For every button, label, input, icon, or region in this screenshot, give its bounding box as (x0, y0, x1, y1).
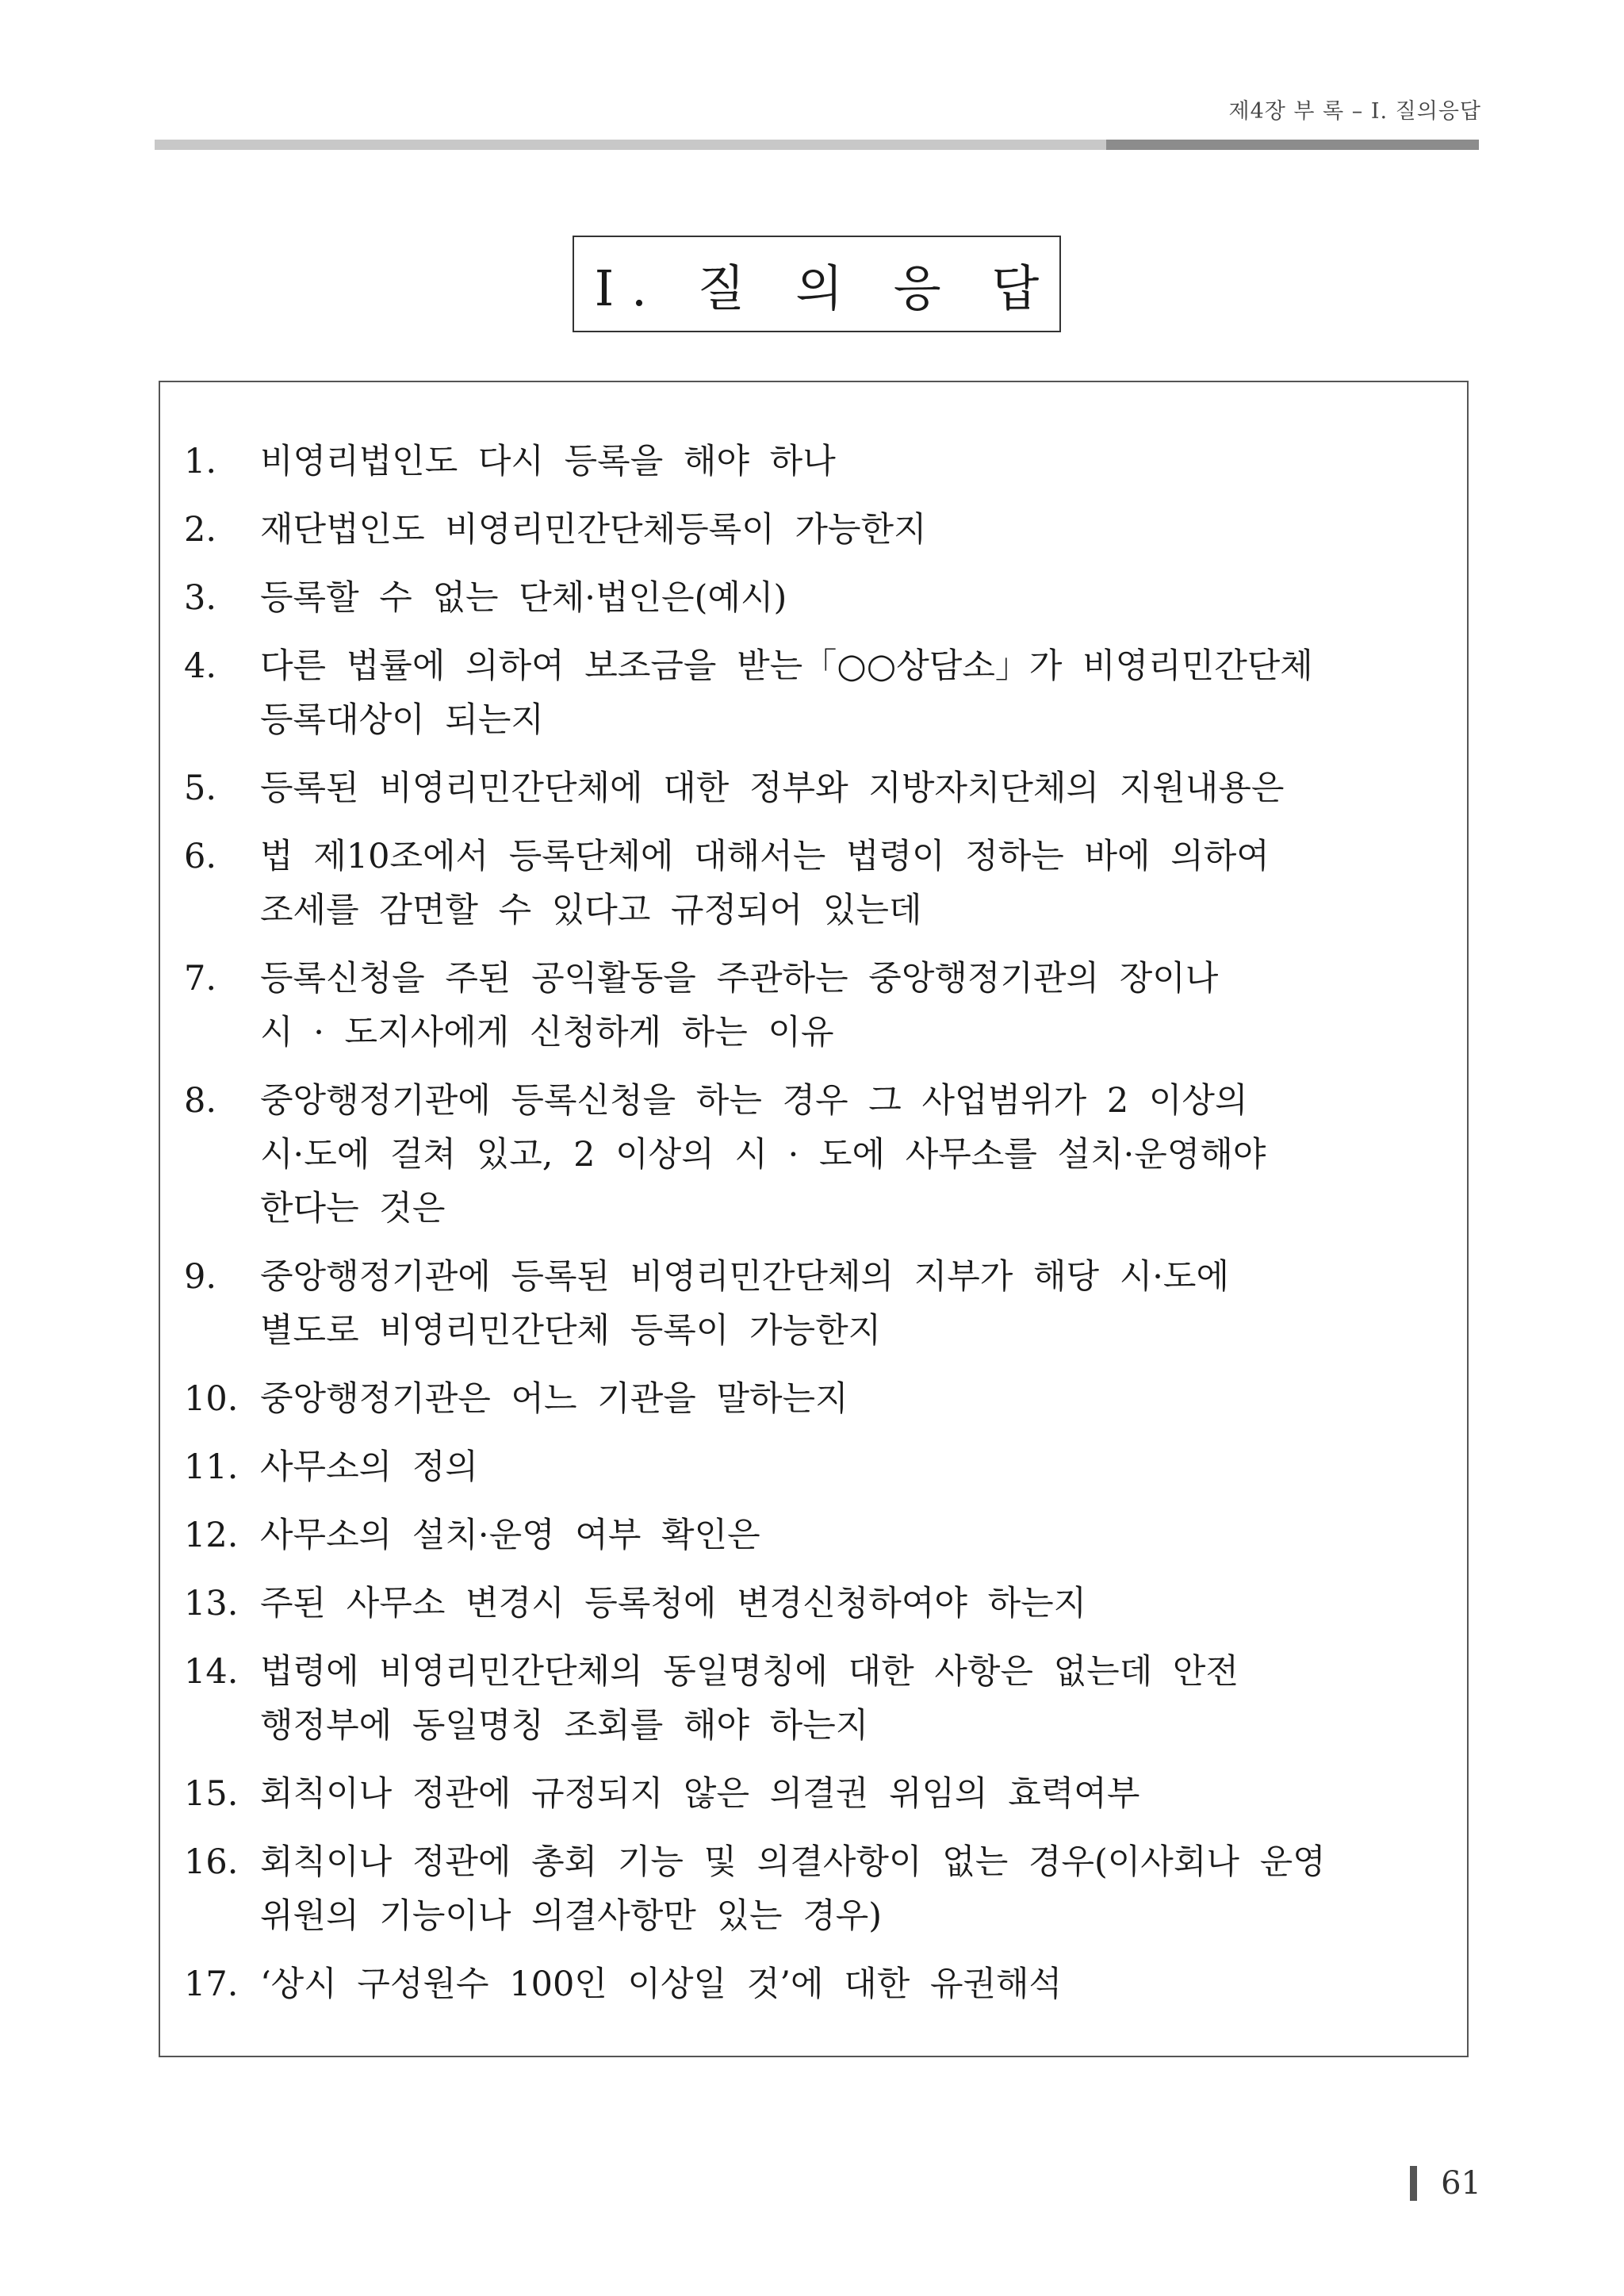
item-text: 등록신청을 주된 공익활동을 주관하는 중앙행정기관의 장이나 (260, 959, 1219, 999)
list-item (184, 761, 1437, 815)
item-text: 시 · 도지사에게 신청하게 하는 이유 (260, 1013, 834, 1052)
item-text: 행정부에 동일명칭 조회를 해야 하는지 (260, 1706, 869, 1746)
item-text: 조세를 감면할 수 있다고 규정되어 있는데 (260, 891, 922, 930)
item-number: 4. (184, 646, 217, 686)
item-text: 중앙행정기관에 등록신청을 하는 경우 그 사업범위가 2 이상의 (260, 1081, 1248, 1121)
item-text: 중앙행정기관은 어느 기관을 말하는지 (260, 1379, 848, 1419)
page-number: 61 (1441, 2165, 1481, 2202)
list-item (184, 435, 1437, 489)
item-text: 재단법인도 비영리민간단체등록이 가능한지 (260, 510, 927, 550)
list-item (184, 1250, 1437, 1358)
item-text: 다른 법률에 의하여 보조금을 받는「○○상담소」가 비영리민간단체 (260, 646, 1313, 686)
list-item (184, 952, 1437, 1060)
item-number: 10. (184, 1379, 239, 1419)
item-text: 위원의 기능이나 의결사항만 있는 경우) (260, 1896, 883, 1936)
list-item (184, 1074, 1437, 1236)
item-number: 8. (184, 1081, 217, 1121)
item-text: 중앙행정기관에 등록된 비영리민간단체의 지부가 해당 시·도에 (260, 1257, 1229, 1297)
item-text: 등록된 비영리민간단체에 대한 정부와 지방자치단체의 지원내용은 (260, 769, 1285, 808)
list-item (184, 830, 1437, 937)
item-text: 법령에 비영리민간단체의 동일명칭에 대한 사항은 없는데 안전 (260, 1652, 1239, 1692)
item-number: 5. (184, 769, 217, 808)
item-number: 2. (184, 510, 217, 550)
item-text: 사무소의 설치·운영 여부 확인은 (260, 1516, 760, 1555)
list-item (184, 1440, 1437, 1494)
item-text: 회칙이나 정관에 총회 기능 및 의결사항이 없는 경우(이사회나 운영 (260, 1842, 1326, 1882)
item-number: 16. (184, 1842, 239, 1882)
item-text: 비영리법인도 다시 등록을 해야 하나 (260, 442, 836, 481)
item-number: 6. (184, 837, 217, 876)
item-text: 등록할 수 없는 단체·법인은(예시) (260, 578, 787, 618)
item-text: ‘상시 구성원수 100인 이상일 것’에 대한 유권해석 (260, 1964, 1063, 2004)
list-item (184, 1372, 1437, 1426)
page-bar-marker (1410, 2166, 1417, 2201)
item-text: 법 제10조에서 등록단체에 대해서는 법령이 정하는 바에 의하여 (260, 837, 1270, 876)
page-footer (1410, 2165, 1481, 2202)
header-rule-accent (1106, 140, 1479, 150)
list-item (184, 1767, 1437, 1821)
item-number: 17. (184, 1964, 239, 2004)
item-number: 1. (184, 442, 217, 481)
list-item (184, 1645, 1437, 1753)
item-text: 회칙이나 정관에 규정되지 않은 의결권 위임의 효력여부 (260, 1774, 1140, 1814)
list-item (184, 571, 1437, 625)
item-number: 13. (184, 1584, 239, 1623)
item-number: 3. (184, 578, 217, 618)
list-item (184, 1577, 1437, 1631)
list-item (184, 503, 1437, 557)
list-item (184, 1508, 1437, 1562)
item-number: 9. (184, 1257, 217, 1297)
list-item (184, 1835, 1437, 1943)
item-number: 15. (184, 1774, 239, 1814)
item-text: 주된 사무소 변경시 등록청에 변경신청하여야 하는지 (260, 1584, 1087, 1623)
item-text: 등록대상이 되는지 (260, 700, 544, 740)
item-text: 별도로 비영리민간단체 등록이 가능한지 (260, 1311, 882, 1351)
item-number: 7. (184, 959, 217, 999)
list-item (184, 639, 1437, 747)
item-text: 사무소의 정의 (260, 1447, 478, 1487)
item-text: 시·도에 걸쳐 있고, 2 이상의 시 · 도에 사무소를 설치·운영해야 (260, 1135, 1266, 1175)
item-number: 12. (184, 1516, 239, 1555)
item-number: 11. (184, 1447, 239, 1487)
list-item (184, 1957, 1437, 2011)
running-header: 제4장 부 록 – Ⅰ. 질의응답 (1228, 99, 1481, 124)
question-list (184, 435, 1437, 2026)
item-number: 14. (184, 1652, 239, 1692)
section-title: Ⅰ. 질 의 응 답 (573, 236, 1061, 332)
item-text: 한다는 것은 (260, 1189, 446, 1228)
